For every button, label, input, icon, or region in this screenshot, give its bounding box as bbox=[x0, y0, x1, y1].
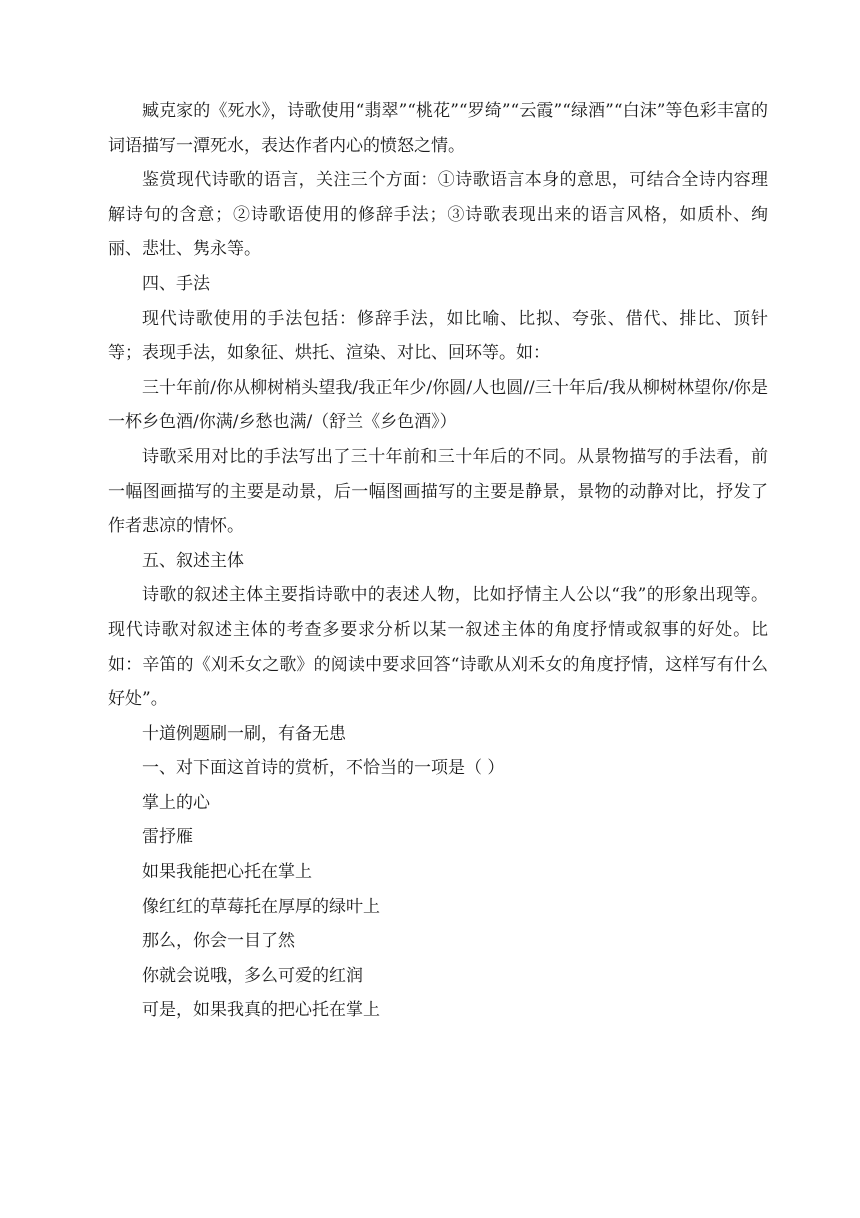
poem-title: 掌上的心 bbox=[142, 792, 210, 813]
heading-ten-examples: 十道例题刷一刷，有备无患 bbox=[142, 723, 346, 744]
poem-line-2: 像红红的草莓托在厚厚的绿叶上 bbox=[142, 896, 380, 917]
poem-author: 雷抒雁 bbox=[142, 827, 193, 848]
poem-line-4: 你就会说哦，多么可爱的红润 bbox=[142, 965, 363, 986]
section-heading-techniques: 四、手法 bbox=[142, 273, 210, 294]
section-heading-narrative-subject: 五、叙述主体 bbox=[142, 550, 244, 571]
poem-excerpt-hometown-wine: 三十年前/你从柳树梢头望我/我正年少/你圆/人也圆//三十年后/我从柳树林望你/你是一杯乡色酒/你满/乡愁也满/（舒兰《乡色酒》） bbox=[108, 377, 768, 433]
paragraph-language-appreciation: 鉴赏现代诗歌的语言，关注三个方面：①诗歌语言本身的意思，可结合全诗内容理解诗句的含意；②诗歌语使用的修辞手法；③诗歌表现出来的语言风格，如质朴、绚丽、悲壮、隽永等。 bbox=[108, 170, 768, 260]
paragraph-techniques: 现代诗歌使用的手法包括：修辞手法，如比喻、比拟、夸张、借代、排比、顶针等；表现手法，如象征、烘托、渲染、对比、回环等。如： bbox=[108, 308, 768, 364]
poem-line-1: 如果我能把心托在掌上 bbox=[142, 862, 312, 883]
paragraph-dead-water: 臧克家的《死水》，诗歌使用“翡翠”“桃花”“罗绮”“云霞”“绿酒”“白沫”等色彩丰富的词语描写一潭死水，表达作者内心的愤怒之情。 bbox=[108, 101, 768, 156]
poem-line-5: 可是，如果我真的把心托在掌上 bbox=[142, 1000, 380, 1021]
question-one: 一、对下面这首诗的赏析，不恰当的一项是（ ） bbox=[142, 758, 505, 779]
poem-line-3: 那么，你会一目了然 bbox=[142, 931, 295, 952]
document-body bbox=[108, 94, 768, 1028]
paragraph-contrast-analysis: 诗歌采用对比的手法写出了三十年前和三十年后的不同。从景物描写的手法看，前一幅图画描写的主要是动景，后一幅图画描写的主要是静景，景物的动静对比，抒发了作者悲凉的情怀。 bbox=[108, 446, 768, 537]
paragraph-narrative-subject: 诗歌的叙述主体主要指诗歌中的表述人物，比如抒情主人公以“我”的形象出现等。现代诗歌对叙述主体的考查多要求分析以某一叙述主体的角度抒情或叙事的好处。比如：辛笛的《刈禾女之歌》的阅读中要求回答“诗歌从刈禾女的角度抒情，这样写有什么好处”。 bbox=[108, 585, 768, 710]
